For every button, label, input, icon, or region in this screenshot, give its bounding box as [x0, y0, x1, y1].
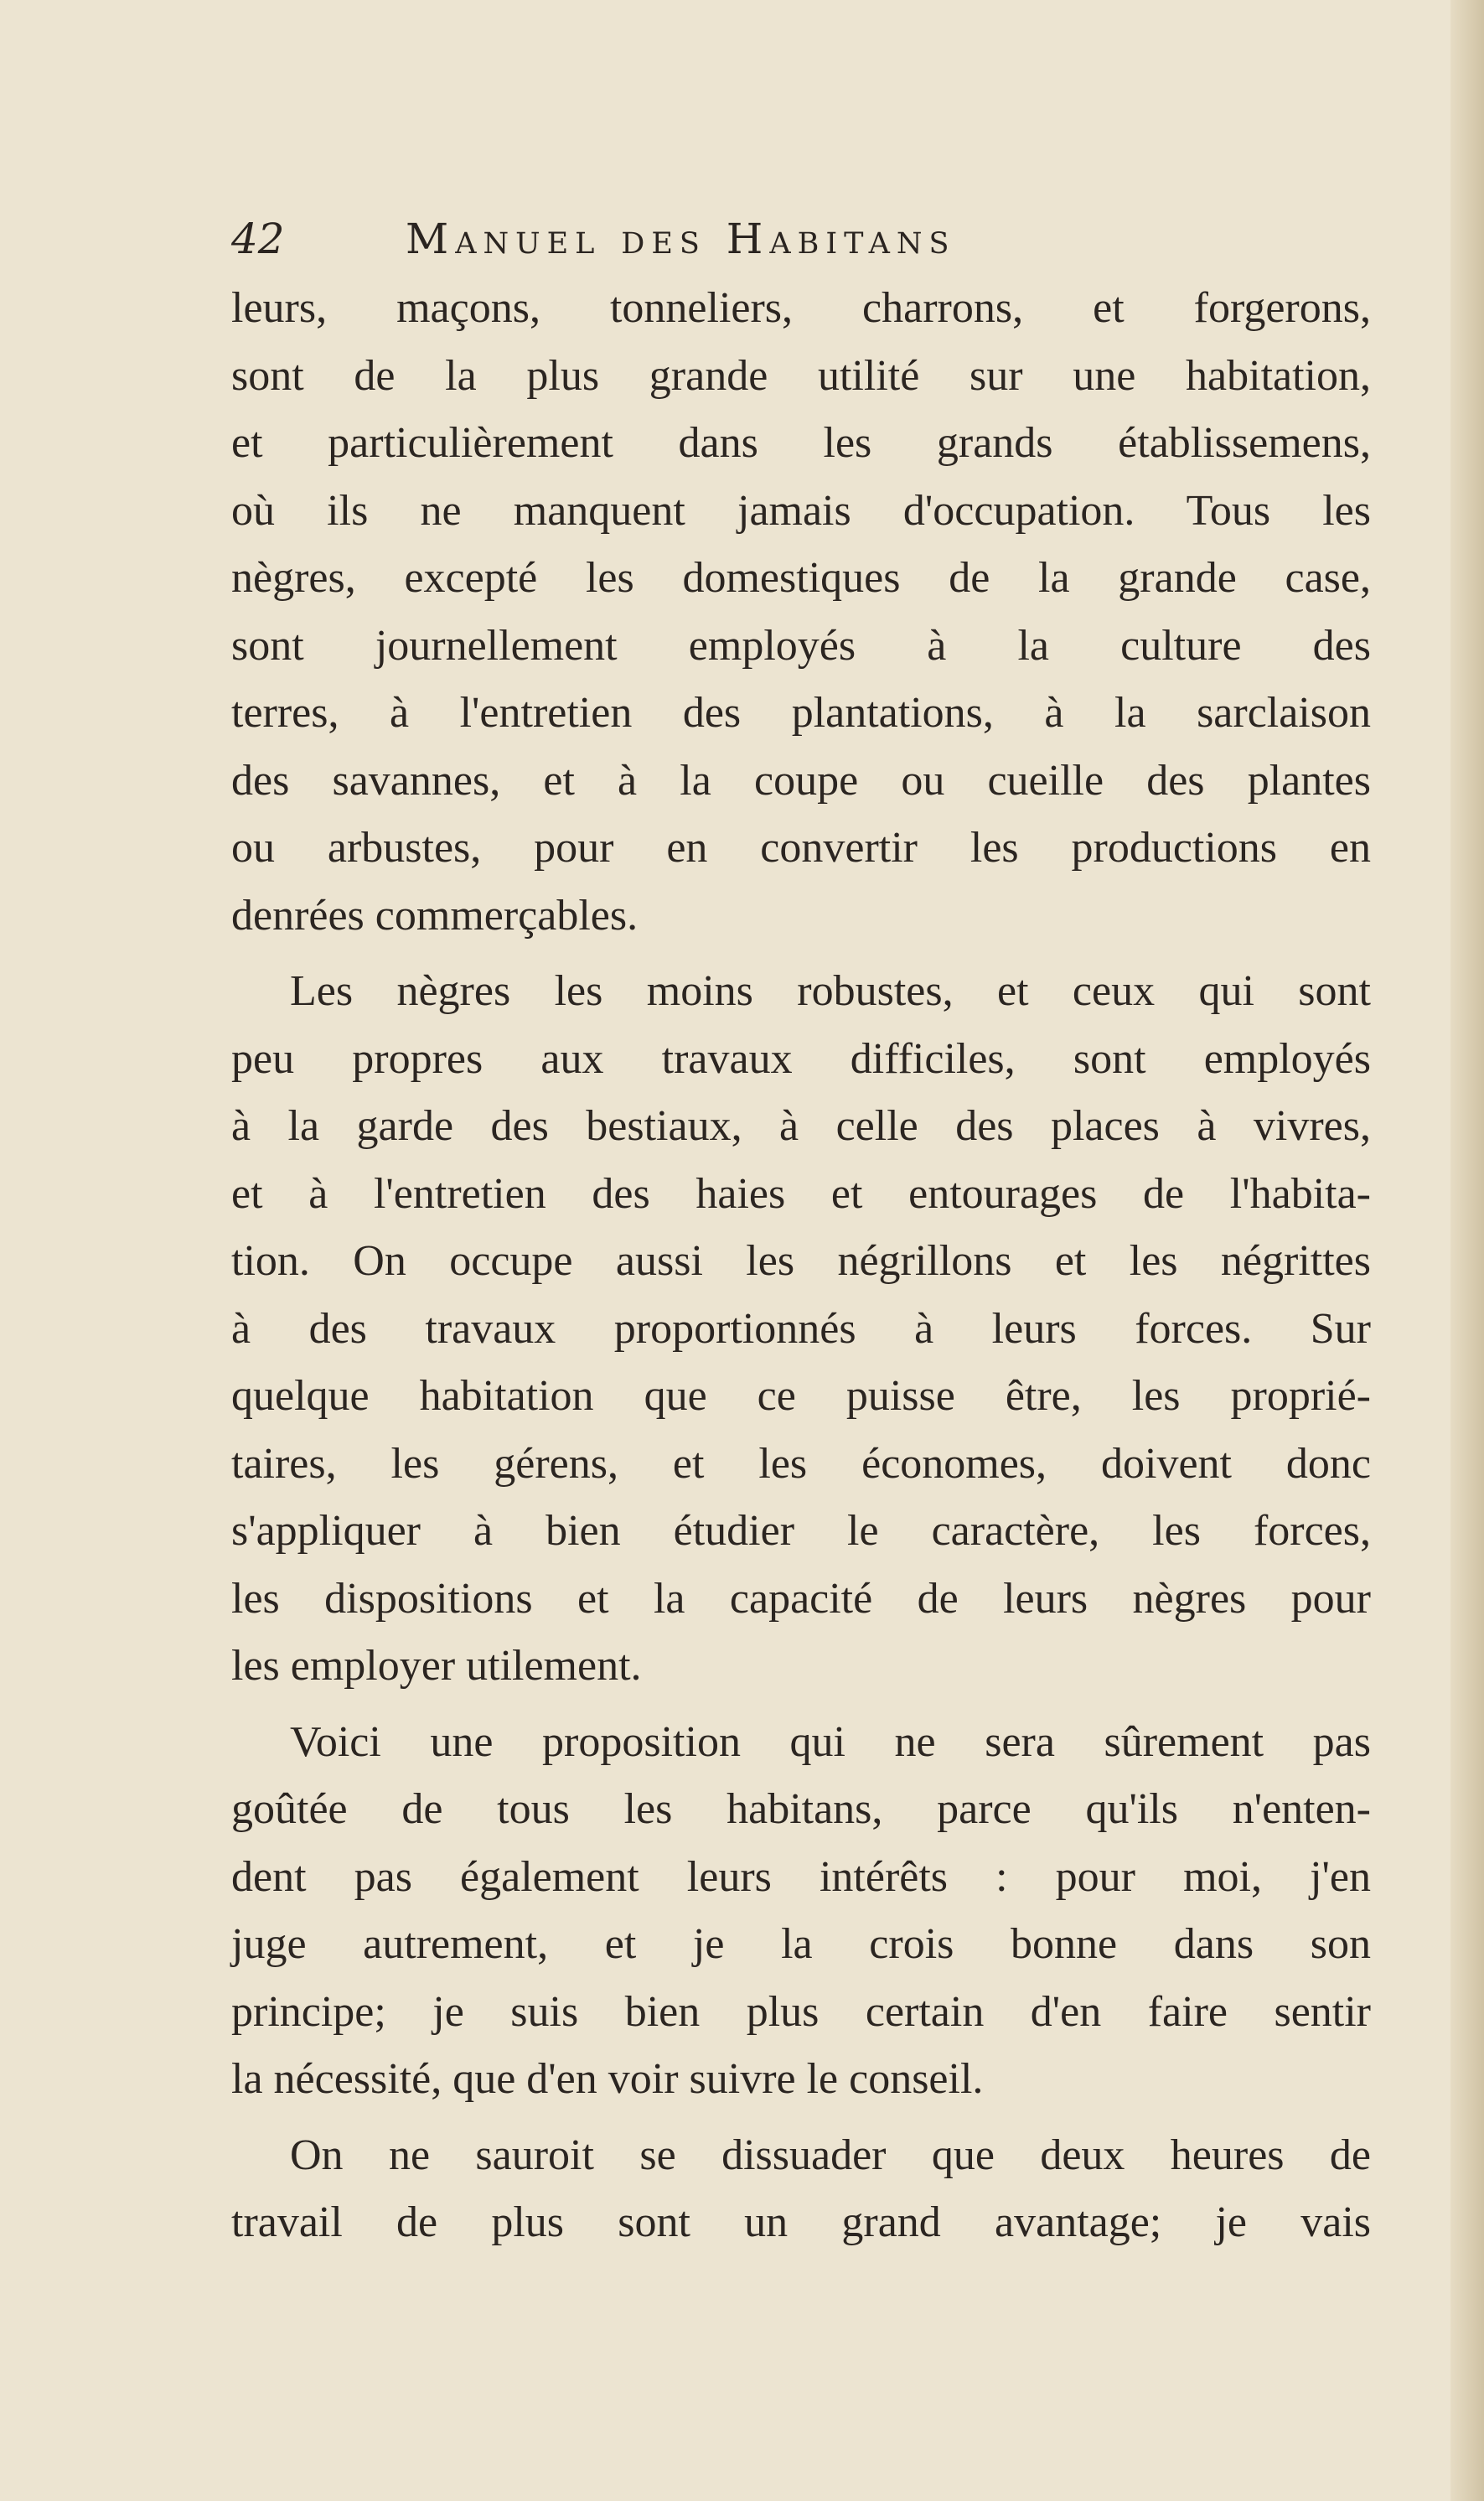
text-line: goûtée de tous les habitans, parce qu'ils n'enten-	[231, 1785, 1371, 1833]
text-line: des savannes, et à la coupe ou cueille des plantes	[231, 756, 1371, 805]
text-line: taires, les gérens, et les économes, doivent donc	[231, 1439, 1371, 1488]
text-line: s'appliquer à bien étudier le caractère, les forces,	[231, 1507, 1371, 1555]
text-line: nègres, excepté les domestiques de la grande case,	[231, 554, 1371, 602]
text-line: travail de plus sont un grand avantage; je vais	[231, 2198, 1371, 2246]
paragraph	[231, 275, 1371, 950]
page-number: 42	[231, 215, 285, 263]
text-line: juge autrement, et je la crois bonne dans son	[231, 1920, 1371, 1968]
text-line: Les nègres les moins robustes, et ceux qui sont	[290, 967, 1371, 1015]
text-line: sont journellement employés à la culture des	[231, 621, 1371, 670]
text-line: dent pas également leurs intérêts : pour moi, j'en	[231, 1852, 1371, 1901]
text-line: quelque habitation que ce puisse être, les proprié-	[231, 1372, 1371, 1420]
paragraph	[231, 2122, 1371, 2257]
text-line: la nécessité, que d'en voir suivre le conseil.	[231, 2055, 984, 2103]
text-line: et à l'entretien des haies et entourages de l'habita-	[231, 1169, 1371, 1218]
paragraph	[231, 1709, 1371, 2114]
text-line: à la garde des bestiaux, à celle des places à vivres,	[231, 1102, 1371, 1150]
text-line: où ils ne manquent jamais d'occupation. Tous les	[231, 486, 1371, 535]
running-title: Manuel des Habitans	[406, 215, 956, 263]
running-header	[231, 205, 1371, 272]
text-line: Voici une proposition qui ne sera sûrement pas	[290, 1717, 1371, 1766]
text-line: ou arbustes, pour en convertir les productions en	[231, 824, 1371, 872]
page-edge	[1450, 0, 1484, 2501]
text-line: et particulièrement dans les grands établissemens,	[231, 419, 1371, 467]
body-text	[231, 275, 1371, 2265]
text-line: tion. On occupe aussi les négrillons et les négrittes	[231, 1237, 1371, 1285]
text-line: denrées commerçables.	[231, 891, 639, 940]
text-line: principe; je suis bien plus certain d'en faire sentir	[231, 1987, 1371, 2036]
text-line: sont de la plus grande utilité sur une habitation,	[231, 351, 1371, 400]
text-line: les dispositions et la capacité de leurs nègres pour	[231, 1574, 1371, 1623]
text-line: peu propres aux travaux difficiles, sont employés	[231, 1034, 1371, 1083]
paragraph	[231, 958, 1371, 1701]
text-line: leurs, maçons, tonneliers, charrons, et forgerons,	[231, 284, 1371, 332]
text-line: les employer utilement.	[231, 1642, 642, 1690]
text-line: à des travaux proportionnés à leurs forces. Sur	[231, 1304, 1371, 1353]
text-line: On ne sauroit se dissuader que deux heures de	[290, 2131, 1371, 2179]
text-line: terres, à l'entretien des plantations, à la sarclaison	[231, 689, 1371, 737]
